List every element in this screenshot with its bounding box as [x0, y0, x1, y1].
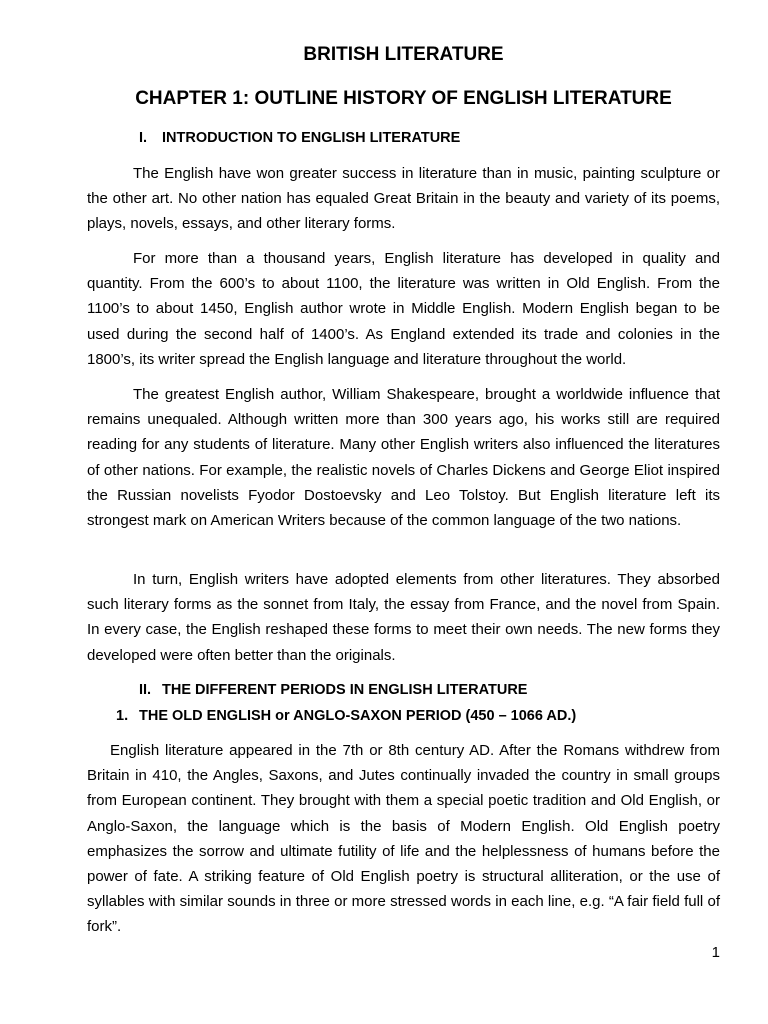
- paragraph: For more than a thousand years, English literature has developed in quality and quantity. From the 600’s to about 1100, the literature was written in Old English. From the 1100’s to about 1450, English author wrote in Middle English. Modern English began to be used during the second half of 1400’s. As England extended its trade and colonies in the 1800’s, its writer spread the English language and literature throughout the world.: [87, 250, 720, 368]
- document-title: BRITISH LITERATURE: [303, 44, 504, 65]
- section-number: II.: [139, 682, 152, 698]
- section-heading-periods: [139, 682, 527, 698]
- paragraph: The English have won greater success in literature than in music, painting sculpture or the other art. No other nation has equaled Great Britain in the beauty and variety of its poems, plays, novels, essays, and other literary forms.: [87, 165, 720, 233]
- paragraph: In turn, English writers have adopted elements from other literatures. They absorbed such literary forms as the sonnet from Italy, the essay from France, and the novel from Spain. In every case, the English reshaped these forms to meet their own needs. The new forms they developed were often better than the originals.: [87, 571, 720, 664]
- subsection-heading-text: THE OLD ENGLISH or ANGLO-SAXON PERIOD (450 – 1066 AD.): [139, 708, 577, 724]
- subsection-heading-old-english: [116, 708, 576, 724]
- section-heading-introduction: [139, 130, 460, 146]
- section-heading-text: THE DIFFERENT PERIODS IN ENGLISH LITERATURE: [162, 682, 528, 698]
- chapter-title: CHAPTER 1: OUTLINE HISTORY OF ENGLISH LITERATURE: [135, 88, 672, 109]
- paragraph: English literature appeared in the 7th or 8th century AD. After the Romans withdrew from Britain in 410, the Angles, Saxons, and Jutes continually invaded the country in small groups from European continent. They brought with them a special poetic tradition and Old English, or Anglo-Saxon, the language which is the basis of Modern English. Old English poetry emphasizes the sorrow and ultimate futility of life and the helplessness of humans before the power of fate. A striking feature of Old English poetry is structural alliteration, or the use of syllables with similar sounds in three or more stressed words in each line, e.g. “A fair field full of fork”.: [87, 742, 720, 936]
- subsection-number: 1.: [116, 708, 129, 724]
- page-number: 1: [711, 944, 720, 961]
- section-heading-text: INTRODUCTION TO ENGLISH LITERATURE: [162, 130, 461, 146]
- paragraph: The greatest English author, William Shakespeare, brought a worldwide influence that remains unequaled. Although written more than 300 years ago, his works still are required reading for any students of literature. Many other English writers also influenced the literatures of other nations. For example, the realistic novels of Charles Dickens and George Eliot inspired the Russian novelists Fyodor Dostoevsky and Leo Tolstoy. But English literature left its strongest mark on American Writers because of the common language of the two nations.: [87, 386, 720, 530]
- section-number: I.: [139, 130, 148, 146]
